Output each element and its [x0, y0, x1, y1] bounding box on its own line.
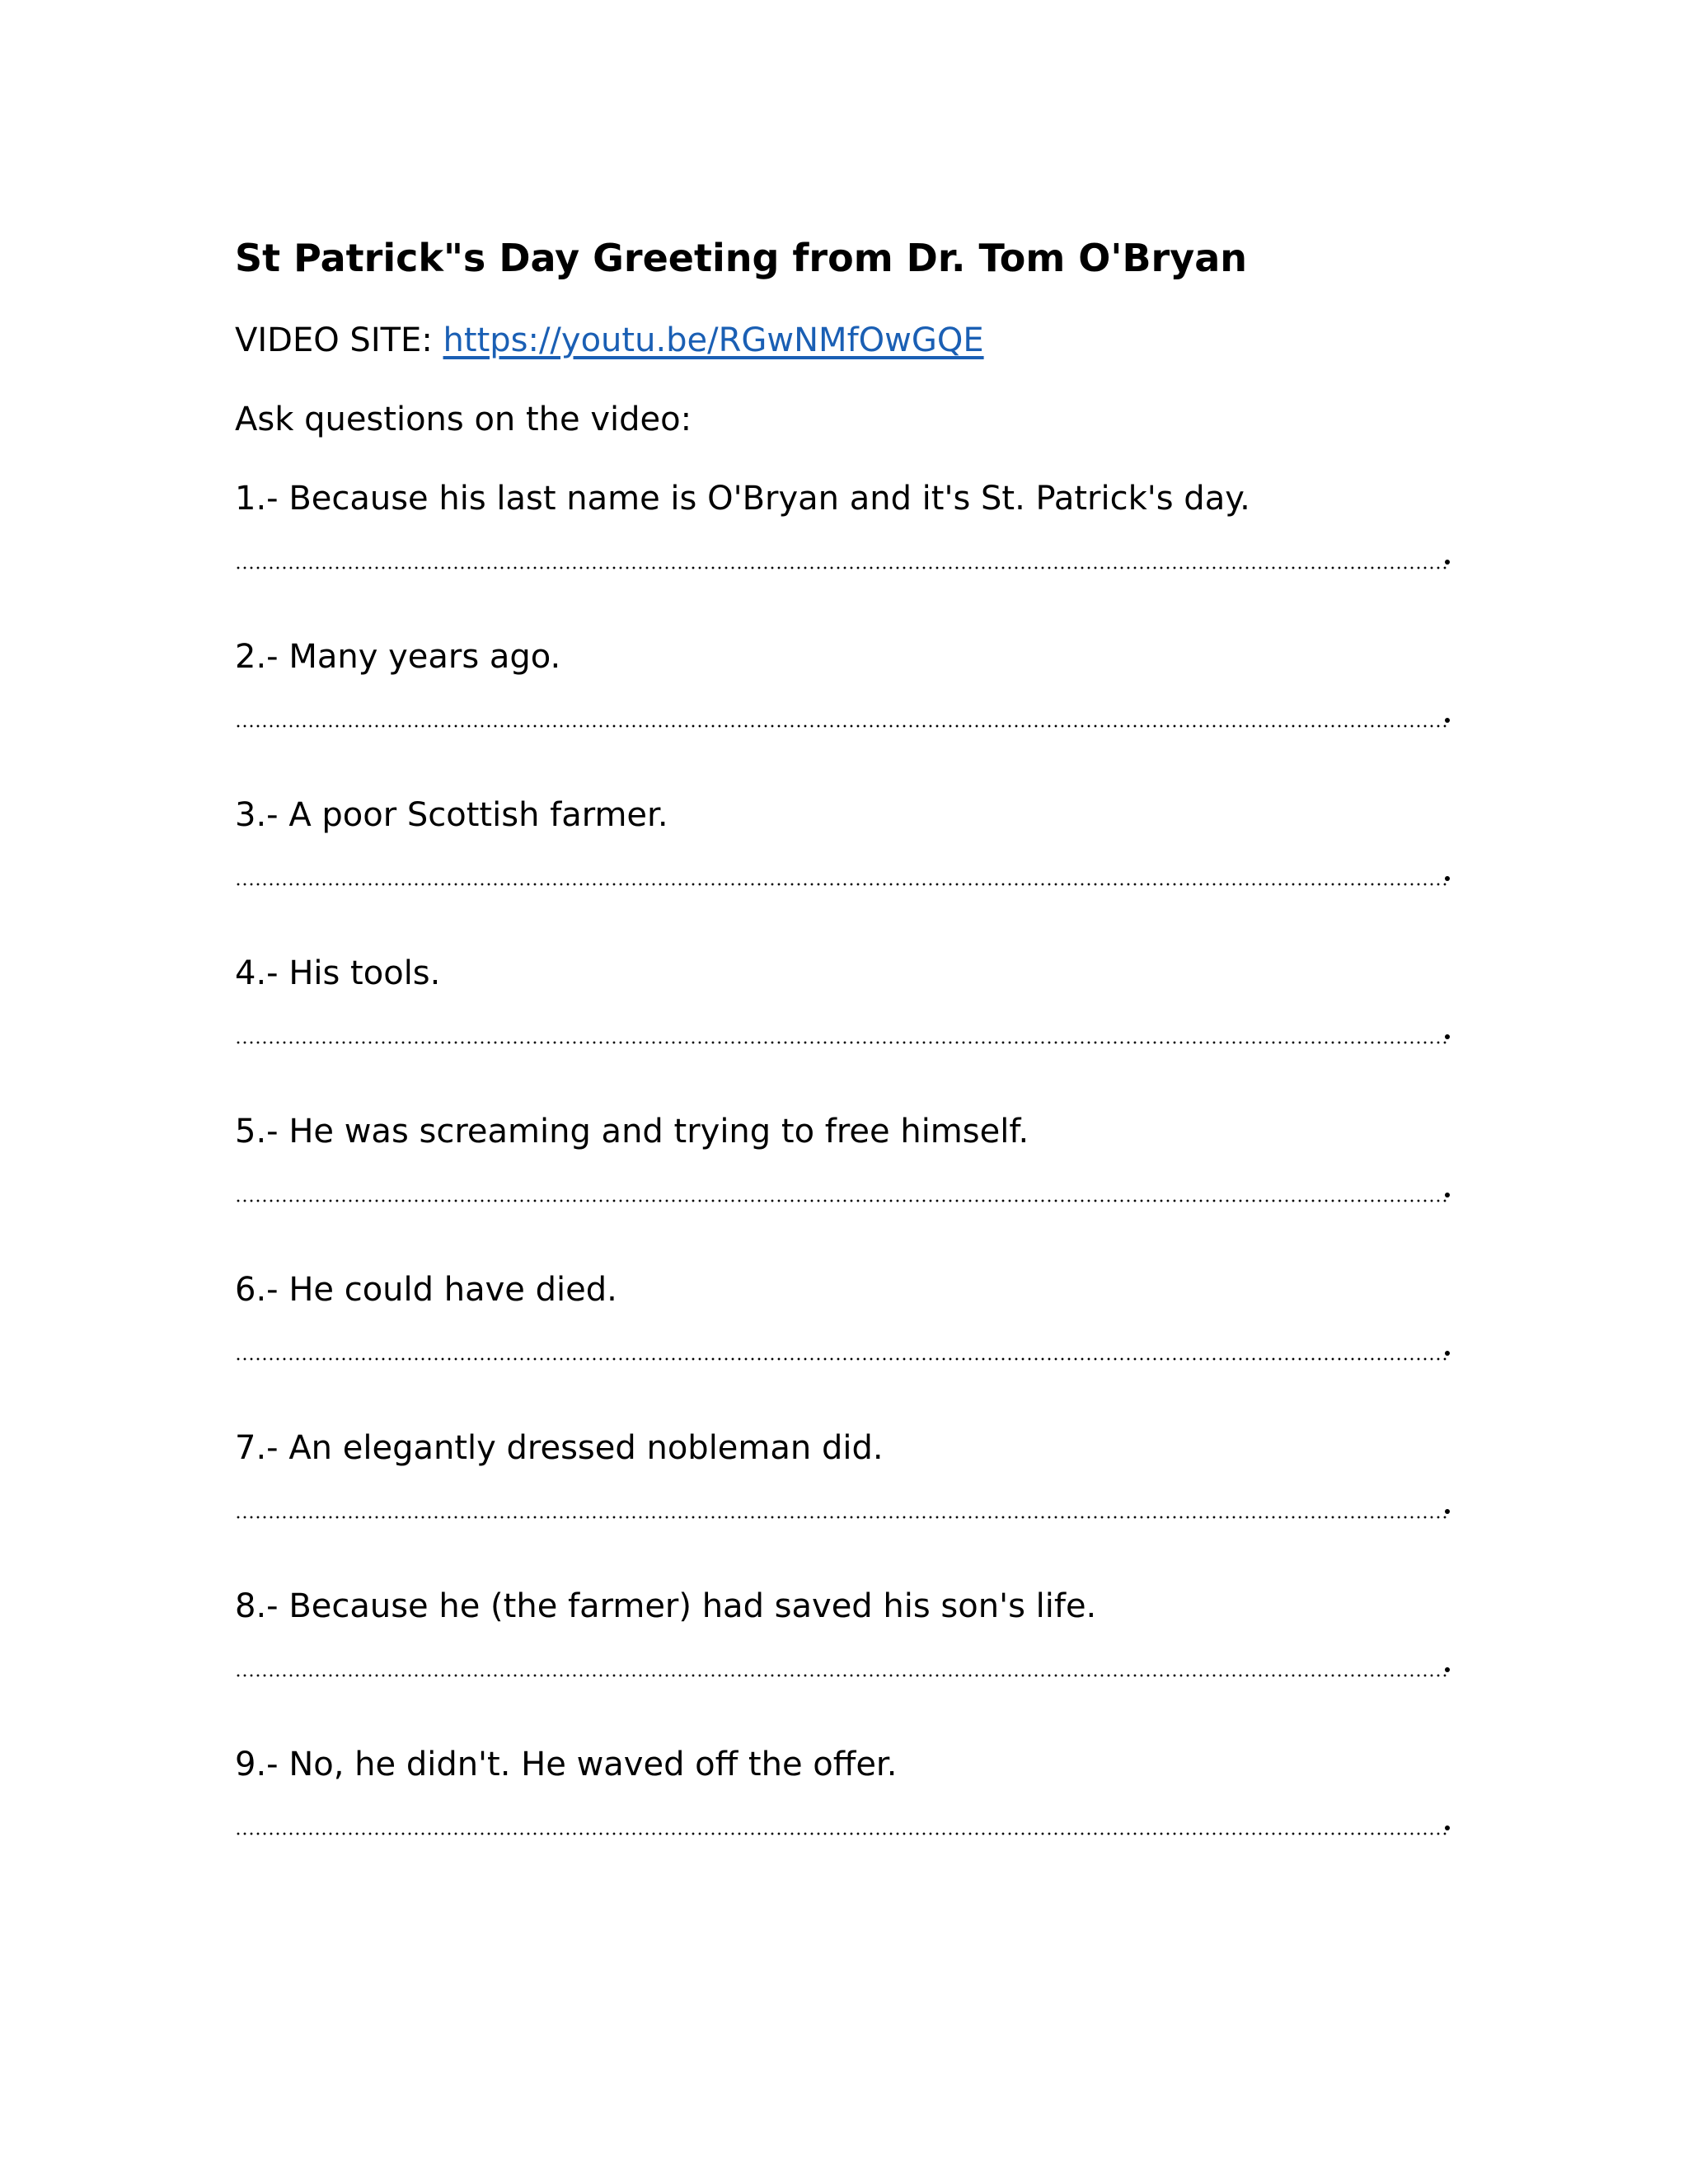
answer-blank-line[interactable] [235, 1674, 1447, 1677]
blank-end-dot [1445, 1034, 1450, 1039]
blank-end-dot [1445, 1509, 1450, 1514]
blank-end-dot [1445, 1667, 1450, 1672]
blank-end-dot [1445, 718, 1450, 723]
answer-text: 5.- He was screaming and trying to free himself. [235, 1113, 1029, 1151]
answer-item [235, 792, 1455, 950]
answer-text: 7.- An elegantly dressed nobleman did. [235, 1429, 884, 1467]
answer-blank-line[interactable] [235, 1516, 1447, 1519]
answer-item [235, 1267, 1455, 1425]
answer-text: 2.- Many years ago. [235, 638, 561, 676]
blank-end-dot [1445, 1825, 1450, 1830]
answer-blank-line[interactable] [235, 883, 1447, 886]
video-site-label: VIDEO SITE: [235, 321, 443, 359]
answer-item [235, 1583, 1455, 1741]
answer-item [235, 476, 1455, 634]
intro-text: Ask questions on the video: [235, 401, 692, 438]
blank-end-dot [1445, 1351, 1450, 1356]
answer-item [235, 950, 1455, 1108]
answer-text: 1.- Because his last name is O'Bryan and it's St. Patrick's day. [235, 480, 1250, 518]
answer-text: 4.- His tools. [235, 954, 441, 992]
answer-text: 6.- He could have died. [235, 1271, 617, 1309]
answer-item [235, 1108, 1455, 1267]
answer-text: 8.- Because he (the farmer) had saved his son's life. [235, 1587, 1097, 1625]
answer-list [235, 476, 1455, 1900]
answer-blank-line[interactable] [235, 724, 1447, 728]
answer-text: 9.- No, he didn't. He waved off the offer. [235, 1746, 898, 1783]
answer-text: 3.- A poor Scottish farmer. [235, 796, 668, 834]
answer-blank-line[interactable] [235, 1041, 1447, 1044]
answer-item [235, 1425, 1455, 1583]
blank-end-dot [1445, 876, 1450, 881]
blank-end-dot [1445, 1193, 1450, 1197]
answer-blank-line[interactable] [235, 566, 1447, 569]
answer-blank-line[interactable] [235, 1199, 1447, 1202]
page-title: St Patrick"s Day Greeting from Dr. Tom O'Bryan [235, 236, 1247, 280]
answer-blank-line[interactable] [235, 1832, 1447, 1835]
answer-item [235, 1741, 1455, 1900]
video-link[interactable]: https://youtu.be/RGwNMfOwGQE [443, 321, 984, 359]
video-site-line [235, 317, 984, 363]
blank-end-dot [1445, 560, 1450, 565]
answer-blank-line[interactable] [235, 1357, 1447, 1361]
answer-item [235, 634, 1455, 792]
